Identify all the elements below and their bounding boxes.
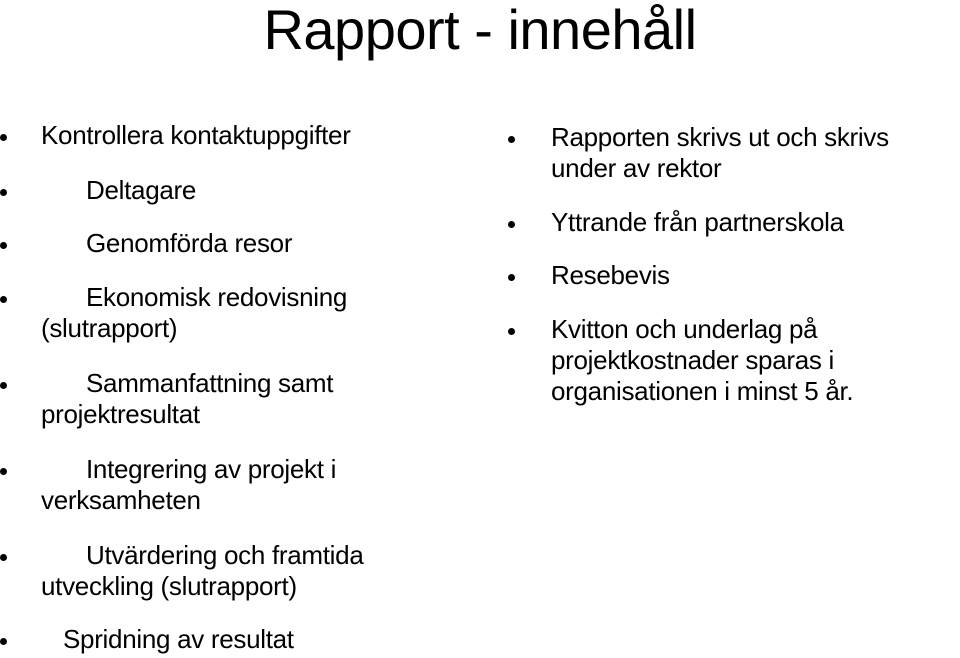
list-item-text: Rapporten skrivs ut och skrivs under av rektor xyxy=(551,122,889,183)
list-item-text: Sammanfattning samt projektresultat xyxy=(41,368,334,429)
bullet-icon xyxy=(508,136,515,143)
bullet-icon xyxy=(0,468,7,475)
list-item-text: Utvärdering och framtida utveckling (slutrapport) xyxy=(41,540,364,601)
slide-title: Rapport - innehåll xyxy=(263,0,697,61)
list-item-text: Resebevis xyxy=(551,260,670,290)
list-item-text: Yttrande från partnerskola xyxy=(551,207,844,237)
bullet-icon xyxy=(0,134,7,141)
list-item-text: Kontrollera kontaktuppgifter xyxy=(41,120,351,150)
bullet-icon xyxy=(0,242,7,249)
list-item-text: Genomförda resor xyxy=(86,228,293,258)
list-item-text: Ekonomisk redovisning (slutrapport) xyxy=(41,282,348,343)
list-item-text: Integrering av projekt i verksamheten xyxy=(41,454,337,515)
list-item-text: Kvitton och underlag på projektkostnader sparas i organisationen i minst 5 år. xyxy=(551,314,854,406)
bullet-icon xyxy=(508,274,515,281)
bullet-icon xyxy=(0,296,7,303)
list-item-text: Deltagare xyxy=(86,175,197,205)
bullet-icon xyxy=(0,189,7,196)
list-item-text: Spridning av resultat xyxy=(63,624,294,654)
bullet-icon xyxy=(508,328,515,335)
bullet-icon xyxy=(508,221,515,228)
bullet-icon xyxy=(0,554,7,561)
bullet-icon xyxy=(0,382,7,389)
bullet-icon xyxy=(0,638,7,645)
